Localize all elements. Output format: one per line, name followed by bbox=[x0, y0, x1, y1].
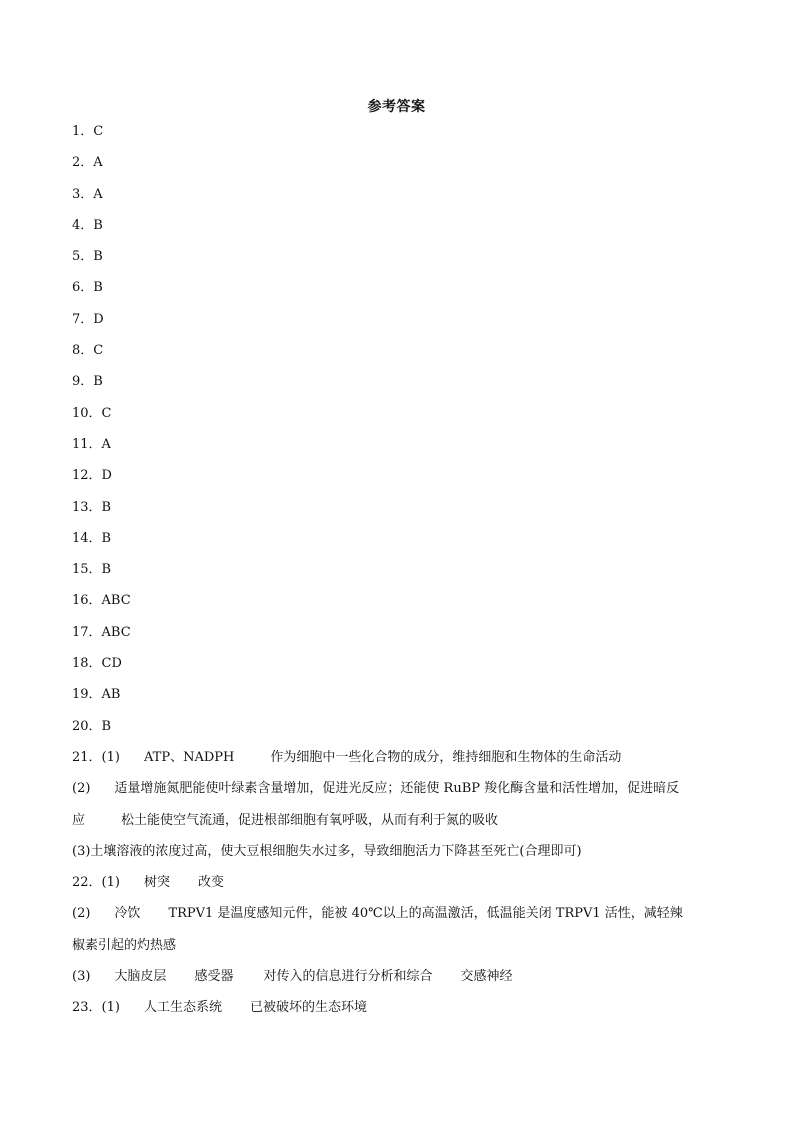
answer-row-6 bbox=[72, 278, 732, 309]
q22-1-answer-b: 改变 bbox=[197, 875, 224, 891]
q21-3-answer: (3)土壤溶液的浓度过高，使大豆根细胞失水过多，导致细胞活力下降甚至死亡(合理即可) bbox=[72, 843, 582, 859]
answer-row-13 bbox=[72, 498, 732, 529]
answer-text: B bbox=[101, 718, 112, 734]
q21-2-answer-a: 适量增施氮肥能使叶绿素含量增加，促进光反应；还能使 RuBP 羧化酶含量和活性增加，促进暗反 bbox=[114, 781, 680, 797]
answer-row-5 bbox=[72, 247, 732, 278]
answer-list bbox=[72, 122, 732, 1030]
q21-2-continuation: 应 bbox=[72, 812, 86, 828]
question-number: 13． bbox=[72, 499, 102, 515]
q22-2-answer-b: TRPV1 是温度感知元件，能被 40℃以上的高温激活，低温能关闭 TRPV1 活性，减轻辣 bbox=[168, 906, 683, 922]
answer-text: AB bbox=[101, 687, 121, 703]
answer-row-15 bbox=[72, 560, 732, 591]
q22-2-answer-a: 冷饮 bbox=[114, 906, 141, 922]
answer-text: A bbox=[93, 186, 103, 202]
answer-row-8 bbox=[72, 341, 732, 372]
q22-3-answer-c: 对传入的信息进行分析和综合 bbox=[263, 969, 433, 985]
q21-1-answer-b: 作为细胞中一些化合物的成分，维持细胞和生物体的生命活动 bbox=[270, 749, 622, 765]
answer-text: B bbox=[101, 499, 112, 515]
answer-text: D bbox=[101, 468, 112, 484]
q22-3-answer-d: 交感神经 bbox=[460, 969, 513, 985]
q22-2-prefix: (2) bbox=[72, 906, 91, 922]
question-number: 18． bbox=[72, 656, 102, 672]
answer-text: B bbox=[93, 217, 103, 233]
answer-text: C bbox=[101, 405, 112, 421]
question-number: 3． bbox=[72, 186, 94, 202]
answer-row-4 bbox=[72, 216, 732, 247]
q23-line-1 bbox=[72, 998, 732, 1029]
q22-prefix: 22．(1) bbox=[72, 875, 120, 891]
q22-3-answer-a: 大脑皮层 bbox=[114, 969, 167, 985]
answer-text: D bbox=[93, 311, 104, 327]
q22-3-prefix: (3) bbox=[72, 969, 91, 985]
answer-row-2 bbox=[72, 153, 732, 184]
answer-text: B bbox=[101, 562, 112, 578]
answer-text: B bbox=[93, 249, 103, 265]
q21-line-2 bbox=[72, 779, 732, 810]
answer-row-1 bbox=[72, 122, 732, 153]
question-number: 5． bbox=[72, 249, 94, 265]
answer-row-3 bbox=[72, 185, 732, 216]
page-title: 参考答案 bbox=[367, 99, 426, 115]
q22-line-3 bbox=[72, 936, 732, 967]
answer-text: C bbox=[93, 124, 104, 139]
answer-text: ABC bbox=[101, 624, 131, 640]
answer-row-7 bbox=[72, 310, 732, 341]
answer-text: B bbox=[101, 530, 112, 546]
question-number: 7． bbox=[72, 311, 94, 327]
answer-text: CD bbox=[101, 656, 122, 672]
question-number: 2． bbox=[72, 155, 94, 171]
answer-text: A bbox=[101, 436, 111, 452]
question-number: 4． bbox=[72, 217, 94, 233]
question-number: 11． bbox=[72, 436, 102, 452]
q22-line-2 bbox=[72, 904, 732, 935]
answer-text: B bbox=[93, 374, 103, 390]
q21-line-3 bbox=[72, 811, 732, 842]
q21-2-prefix: (2) bbox=[72, 781, 91, 797]
q22-3-answer-b: 感受器 bbox=[194, 969, 234, 985]
answer-text: C bbox=[93, 343, 104, 359]
answer-row-9 bbox=[72, 372, 732, 403]
answer-row-11 bbox=[72, 435, 732, 466]
q22-2-continuation: 椒素引起的灼热感 bbox=[72, 937, 177, 953]
question-number: 17． bbox=[72, 624, 102, 640]
question-number: 19． bbox=[72, 687, 102, 703]
answer-row-16 bbox=[72, 591, 732, 622]
question-number: 1． bbox=[72, 124, 94, 139]
q22-line-4 bbox=[72, 967, 732, 998]
answer-row-14 bbox=[72, 529, 732, 560]
q21-1-answer-a: ATP、NADPH bbox=[143, 749, 235, 765]
question-number: 9． bbox=[72, 374, 94, 390]
answer-text: A bbox=[93, 155, 103, 171]
q22-1-answer-a: 树突 bbox=[143, 875, 170, 891]
q23-1-answer-a: 人工生态系统 bbox=[143, 1000, 222, 1016]
q21-prefix: 21．(1) bbox=[72, 749, 120, 765]
question-number: 8． bbox=[72, 343, 94, 359]
question-number: 16． bbox=[72, 593, 102, 609]
q21-line-4 bbox=[72, 842, 732, 873]
answer-row-18 bbox=[72, 654, 732, 685]
q21-2-answer-b: 松土能使空气流通，促进根部细胞有氧呼吸，从而有利于氮的吸收 bbox=[121, 812, 499, 828]
question-number: 12． bbox=[72, 468, 102, 484]
question-number: 6． bbox=[72, 280, 94, 296]
question-number: 15． bbox=[72, 562, 102, 578]
question-number: 14． bbox=[72, 530, 102, 546]
q22-line-1 bbox=[72, 873, 732, 904]
answer-row-17 bbox=[72, 623, 732, 654]
answer-text: ABC bbox=[101, 593, 131, 609]
answer-text: B bbox=[93, 280, 103, 296]
q21-line-1 bbox=[72, 748, 732, 779]
q23-1-answer-b: 已被破坏的生态环境 bbox=[249, 1000, 367, 1016]
answer-row-20 bbox=[72, 717, 732, 748]
answer-row-10 bbox=[72, 404, 732, 435]
answer-row-12 bbox=[72, 466, 732, 497]
question-number: 20． bbox=[72, 718, 102, 734]
answer-row-19 bbox=[72, 685, 732, 716]
question-number: 10． bbox=[72, 405, 102, 421]
q23-prefix: 23．(1) bbox=[72, 1000, 120, 1016]
